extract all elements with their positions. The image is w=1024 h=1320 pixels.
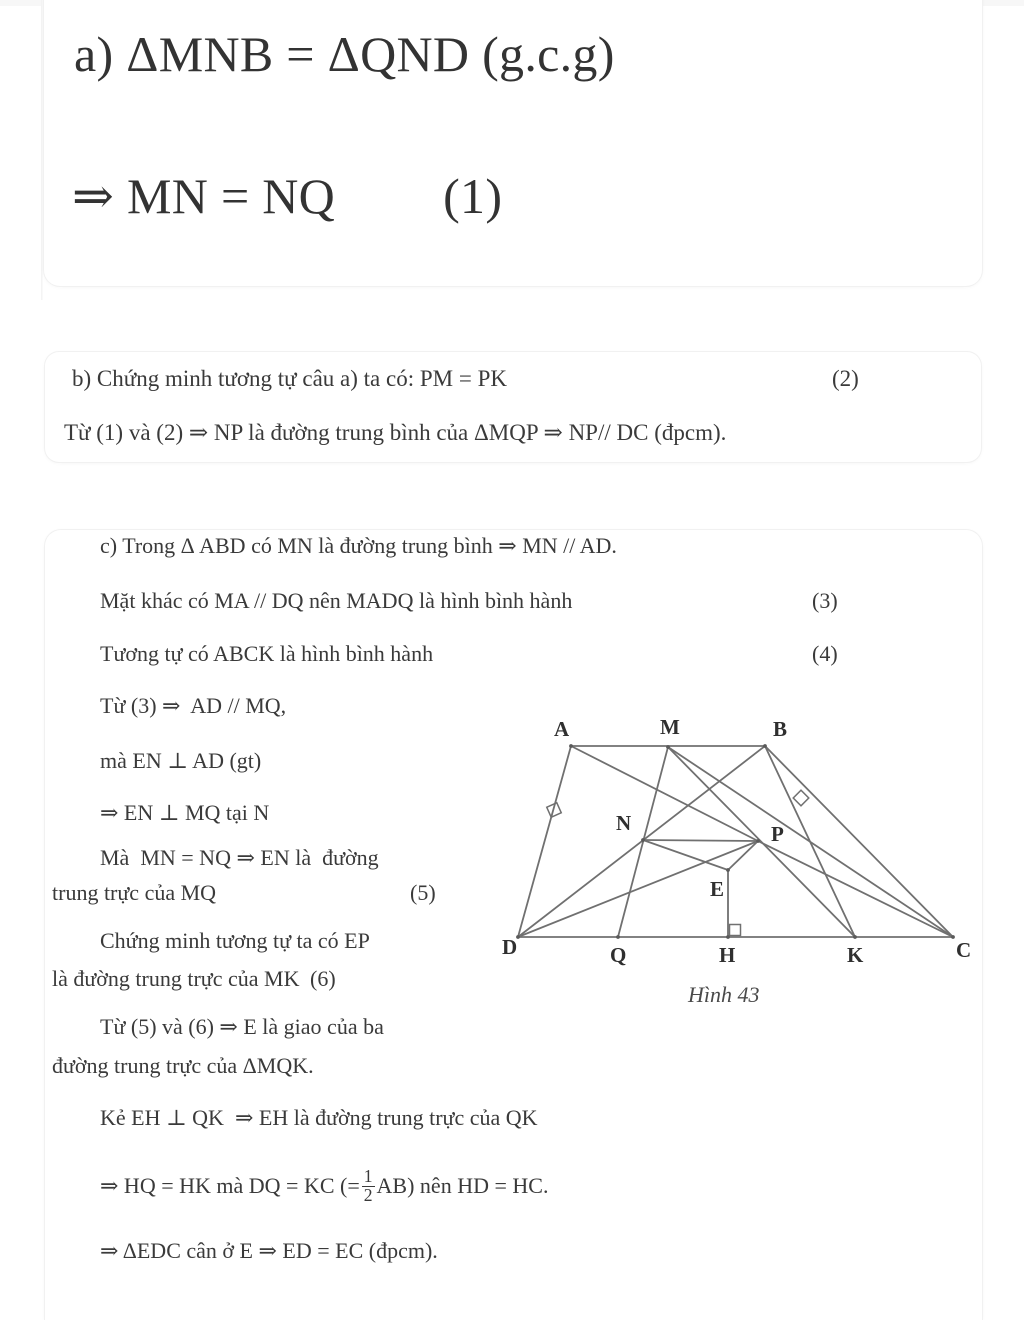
card-c-line-10 xyxy=(52,966,336,992)
card-c-line-10-text: là đường trung trực của MK xyxy=(52,966,300,991)
card-c-line-15: ⇒ ΔEDC cân ở E ⇒ ED = EC (đpcm). xyxy=(100,1238,438,1263)
card-c-equation-number-3: (3) xyxy=(812,588,838,613)
right-angle-at-H xyxy=(730,925,741,936)
segment-BC xyxy=(765,746,953,937)
segment-PC xyxy=(758,841,953,937)
vertex-label-M: M xyxy=(660,715,680,739)
card-c-line-14-text-b: AB) nên HD = HC. xyxy=(376,1173,549,1199)
vertex-dot-A xyxy=(569,744,573,748)
vertex-label-C: C xyxy=(956,938,972,962)
card-a-line-2-text: ⇒ MN = NQ xyxy=(72,168,336,224)
right-angle-at-BK xyxy=(793,790,809,806)
vertex-label-P: P xyxy=(771,822,784,846)
card-c-line-12: đường trung trực của ΔMQK. xyxy=(52,1053,314,1078)
vertex-label-E: E xyxy=(710,877,725,901)
vertex-label-B: B xyxy=(773,717,788,741)
card-a-line-1: a) ΔMNB = ΔQND (g.c.g) xyxy=(74,26,615,82)
figure-caption: Hình 43 xyxy=(688,982,760,1007)
card-c-equation-number-6: (6) xyxy=(310,966,336,991)
vertex-dot-C xyxy=(951,935,955,939)
geometry-figure xyxy=(488,706,978,1016)
card-a-line-2 xyxy=(72,170,502,223)
vertex-label-K: K xyxy=(847,943,864,967)
card-c-line-7: Mà MN = NQ ⇒ EN là đường xyxy=(100,845,379,870)
card-c-line-9: Chứng minh tương tự ta có EP xyxy=(100,928,370,953)
vertex-dot-H xyxy=(726,935,730,939)
segment-NE xyxy=(643,840,728,870)
vertex-label-H: H xyxy=(719,943,736,967)
card-c-line-11: Từ (5) và (6) ⇒ E là giao của ba xyxy=(100,1014,384,1039)
card-c-equation-number-5: (5) xyxy=(410,880,436,905)
card-b-line-2: Từ (1) và (2) ⇒ NP là đường trung bình của ΔMQP ⇒ NP// DC (đpcm). xyxy=(64,420,727,445)
vertex-label-Q: Q xyxy=(610,943,627,967)
vertex-dot-B xyxy=(763,744,767,748)
card-c-line-3 xyxy=(100,641,838,667)
card-c-line-5: mà EN ⊥ AD (gt) xyxy=(100,748,262,773)
card-b-line-1-text: b) Chứng minh tương tự câu a) ta có: PM = PK xyxy=(72,366,507,391)
vertex-dot-K xyxy=(853,935,857,939)
card-c-line-6: ⇒ EN ⊥ MQ tại N xyxy=(100,800,270,825)
card-c-line-2 xyxy=(100,588,838,614)
card-c-line-1: c) Trong Δ ABD có MN là đường trung bình ⇒ MN // AD. xyxy=(100,533,617,558)
card-c-line-4: Từ (3) ⇒ AD // MQ, xyxy=(100,693,287,718)
card-c-line-8-text: trung trực của MQ xyxy=(52,880,217,905)
vertex-dot-Q xyxy=(616,935,620,939)
card-c-line-14-text-a: ⇒ HQ = HK mà DQ = KC (= xyxy=(100,1173,360,1199)
card-c-line-13: Kẻ EH ⊥ QK ⇒ EH là đường trung trực của QK xyxy=(100,1105,538,1130)
card-c-line-8 xyxy=(52,880,436,906)
segment-MQ xyxy=(618,747,668,937)
segment-PE xyxy=(728,841,758,870)
card-a-equation-number: (1) xyxy=(443,168,503,224)
vertex-dot-N xyxy=(641,838,645,842)
geometry-figure-svg xyxy=(488,706,978,1016)
card-b-equation-number: (2) xyxy=(832,366,859,391)
card-b-line-1 xyxy=(72,366,859,392)
vertex-label-A: A xyxy=(554,717,570,741)
fraction-one-half xyxy=(362,1168,375,1205)
segment-NP xyxy=(643,840,758,841)
segment-AD xyxy=(518,746,571,937)
left-edge-line xyxy=(41,0,43,300)
figure-segments xyxy=(518,746,953,937)
card-c-line-3-text: Tương tự có ABCK là hình bình hành xyxy=(100,641,434,666)
vertex-label-D: D xyxy=(502,935,518,959)
fraction-numerator: 1 xyxy=(363,1166,373,1186)
vertex-label-N: N xyxy=(616,811,632,835)
vertex-dot-M xyxy=(666,745,670,749)
figure-right-angle-markers xyxy=(547,790,809,935)
card-c-line-14 xyxy=(100,1168,548,1205)
vertex-dot-E xyxy=(726,868,730,872)
fraction-denominator: 2 xyxy=(363,1184,373,1205)
vertex-dot-P xyxy=(756,839,760,843)
card-c-equation-number-4: (4) xyxy=(812,641,838,666)
card-c-line-2-text: Mặt khác có MA // DQ nên MADQ là hình bình hành xyxy=(100,588,573,613)
